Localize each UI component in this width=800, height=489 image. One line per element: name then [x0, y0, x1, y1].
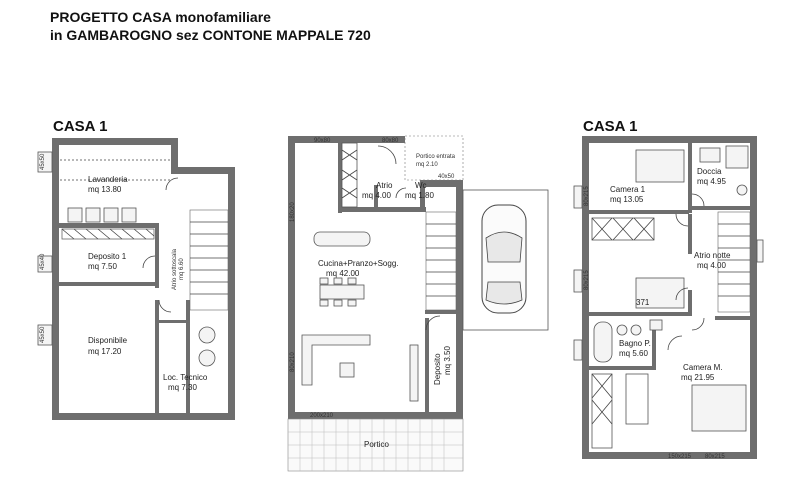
- room-area-deposito1: mq 7.50: [88, 262, 117, 271]
- wall: [688, 143, 692, 213]
- wall: [59, 223, 159, 228]
- casa-label-right: CASA 1: [583, 118, 638, 135]
- room-area-lavanderia: mq 13.80: [88, 185, 122, 194]
- wall: [159, 320, 189, 323]
- car-icon: [482, 205, 526, 313]
- room-note: 371: [636, 298, 650, 307]
- room-area-atrio-notte: mq 4.00: [697, 261, 726, 270]
- room-name-wc: Wc: [415, 181, 427, 190]
- room-area-camera-m: mq 21.95: [681, 373, 715, 382]
- wall: [589, 366, 652, 370]
- wall: [59, 282, 159, 286]
- wall: [155, 300, 159, 413]
- room-area-disponibile: mq 17.20: [88, 347, 122, 356]
- sofa: [302, 335, 370, 385]
- dim-label: 40x50: [438, 174, 455, 180]
- plan-left: [38, 138, 235, 420]
- bidet: [631, 325, 641, 335]
- wall: [688, 214, 692, 254]
- wall: [186, 300, 190, 413]
- title-line-2: in GAMBAROGNO sez CONTONE MAPPALE 720: [50, 26, 371, 43]
- toilet: [617, 325, 627, 335]
- wall: [155, 228, 159, 288]
- washer: [68, 208, 82, 222]
- wall: [52, 138, 59, 420]
- dryer: [86, 208, 100, 222]
- room-area-cucina: mq 42.00: [326, 269, 360, 278]
- wall: [750, 136, 757, 459]
- portico-label: Portico: [364, 440, 389, 449]
- tank: [199, 350, 215, 366]
- toilet: [737, 185, 747, 195]
- dim-label: 45x40: [40, 253, 46, 270]
- dim-label: 80x215: [584, 186, 590, 206]
- room-area-atrio-sottoscala: mq 6.60: [179, 258, 185, 280]
- wall: [715, 316, 750, 320]
- coffee-table: [340, 363, 354, 377]
- dim-label: 80x215: [705, 454, 725, 460]
- wall: [589, 312, 689, 316]
- dim-label: 90x80: [314, 138, 331, 144]
- dim-label: 80x215: [584, 270, 590, 290]
- tank: [199, 327, 215, 343]
- dim-label: 150x215: [668, 454, 692, 460]
- cabinet: [122, 208, 136, 222]
- wall: [425, 310, 456, 314]
- title-line-1: PROGETTO CASA monofamiliare: [50, 9, 271, 25]
- wall: [425, 318, 429, 412]
- room-area-deposito: mq 3.50: [443, 346, 452, 375]
- room-area-wc: mq 1.80: [405, 191, 434, 200]
- sink: [650, 320, 662, 330]
- room-area-atrio: mq 4.00: [362, 191, 391, 200]
- wall: [692, 206, 750, 210]
- room-name-doccia: Doccia: [697, 167, 722, 176]
- wall: [338, 207, 426, 212]
- room-name-cucina: Cucina+Pranzo+Sogg.: [318, 259, 399, 268]
- dim-label: 80x80: [382, 138, 399, 144]
- dining-table: [320, 285, 364, 299]
- room-area-camera1: mq 13.05: [610, 195, 644, 204]
- bed-camera-m: [692, 385, 746, 431]
- room-name-disponibile: Disponibile: [88, 336, 128, 345]
- wall: [582, 136, 589, 459]
- wall: [456, 180, 463, 419]
- wall: [52, 138, 178, 145]
- room-name-portico-entrata: Portico entrata: [416, 154, 456, 160]
- wall: [589, 210, 689, 214]
- window: [574, 270, 582, 292]
- dim-label: 80x210: [290, 352, 296, 372]
- room-name-camera-m: Camera M.: [683, 363, 723, 372]
- wall: [652, 330, 656, 370]
- bed-camera1: [636, 150, 684, 182]
- plan-right: [574, 136, 763, 460]
- room-name-atrio-sottoscala: Atrio sottoscala: [172, 248, 178, 290]
- wall: [338, 143, 342, 213]
- wall: [288, 136, 295, 419]
- room-name-atrio: Atrio: [376, 181, 393, 190]
- room-area-loc-tecnico: mq 7.30: [168, 383, 197, 392]
- room-area-bagno: mq 5.60: [619, 349, 648, 358]
- wall: [228, 167, 235, 420]
- room-name-loc-tecnico: Loc. Tecnico: [163, 373, 208, 382]
- room-name-camera1: Camera 1: [610, 185, 646, 194]
- room-area-portico-entrata: mq 2.10: [416, 162, 438, 168]
- wall: [582, 136, 757, 143]
- wall: [171, 167, 235, 174]
- plan-middle: [288, 136, 548, 471]
- room-name-deposito1: Deposito 1: [88, 252, 127, 261]
- sink: [104, 208, 118, 222]
- dim-label: 45x50: [40, 326, 46, 343]
- room-area-doccia: mq 4.95: [697, 177, 726, 186]
- sideboard: [410, 345, 418, 401]
- casa-label-left: CASA 1: [53, 118, 108, 135]
- kitchen-island: [314, 232, 370, 246]
- room-name-atrio-notte: Atrio notte: [694, 251, 731, 260]
- window: [574, 340, 582, 360]
- window: [574, 186, 582, 208]
- dim-label: 180x20: [290, 202, 296, 222]
- wall: [52, 413, 235, 420]
- window: [757, 240, 763, 262]
- dim-label: 45x50: [40, 153, 46, 170]
- wall: [425, 180, 463, 187]
- staircase: [426, 212, 456, 310]
- bathtub: [594, 322, 612, 362]
- wall: [688, 290, 692, 316]
- room-name-lavanderia: Lavanderia: [88, 175, 128, 184]
- room-name-bagno: Bagno P.: [619, 339, 651, 348]
- room-name-deposito: Deposito: [433, 353, 442, 385]
- dim-label: 200x210: [310, 413, 334, 419]
- shower: [726, 146, 748, 168]
- sink: [700, 148, 720, 162]
- staircase: [190, 210, 228, 310]
